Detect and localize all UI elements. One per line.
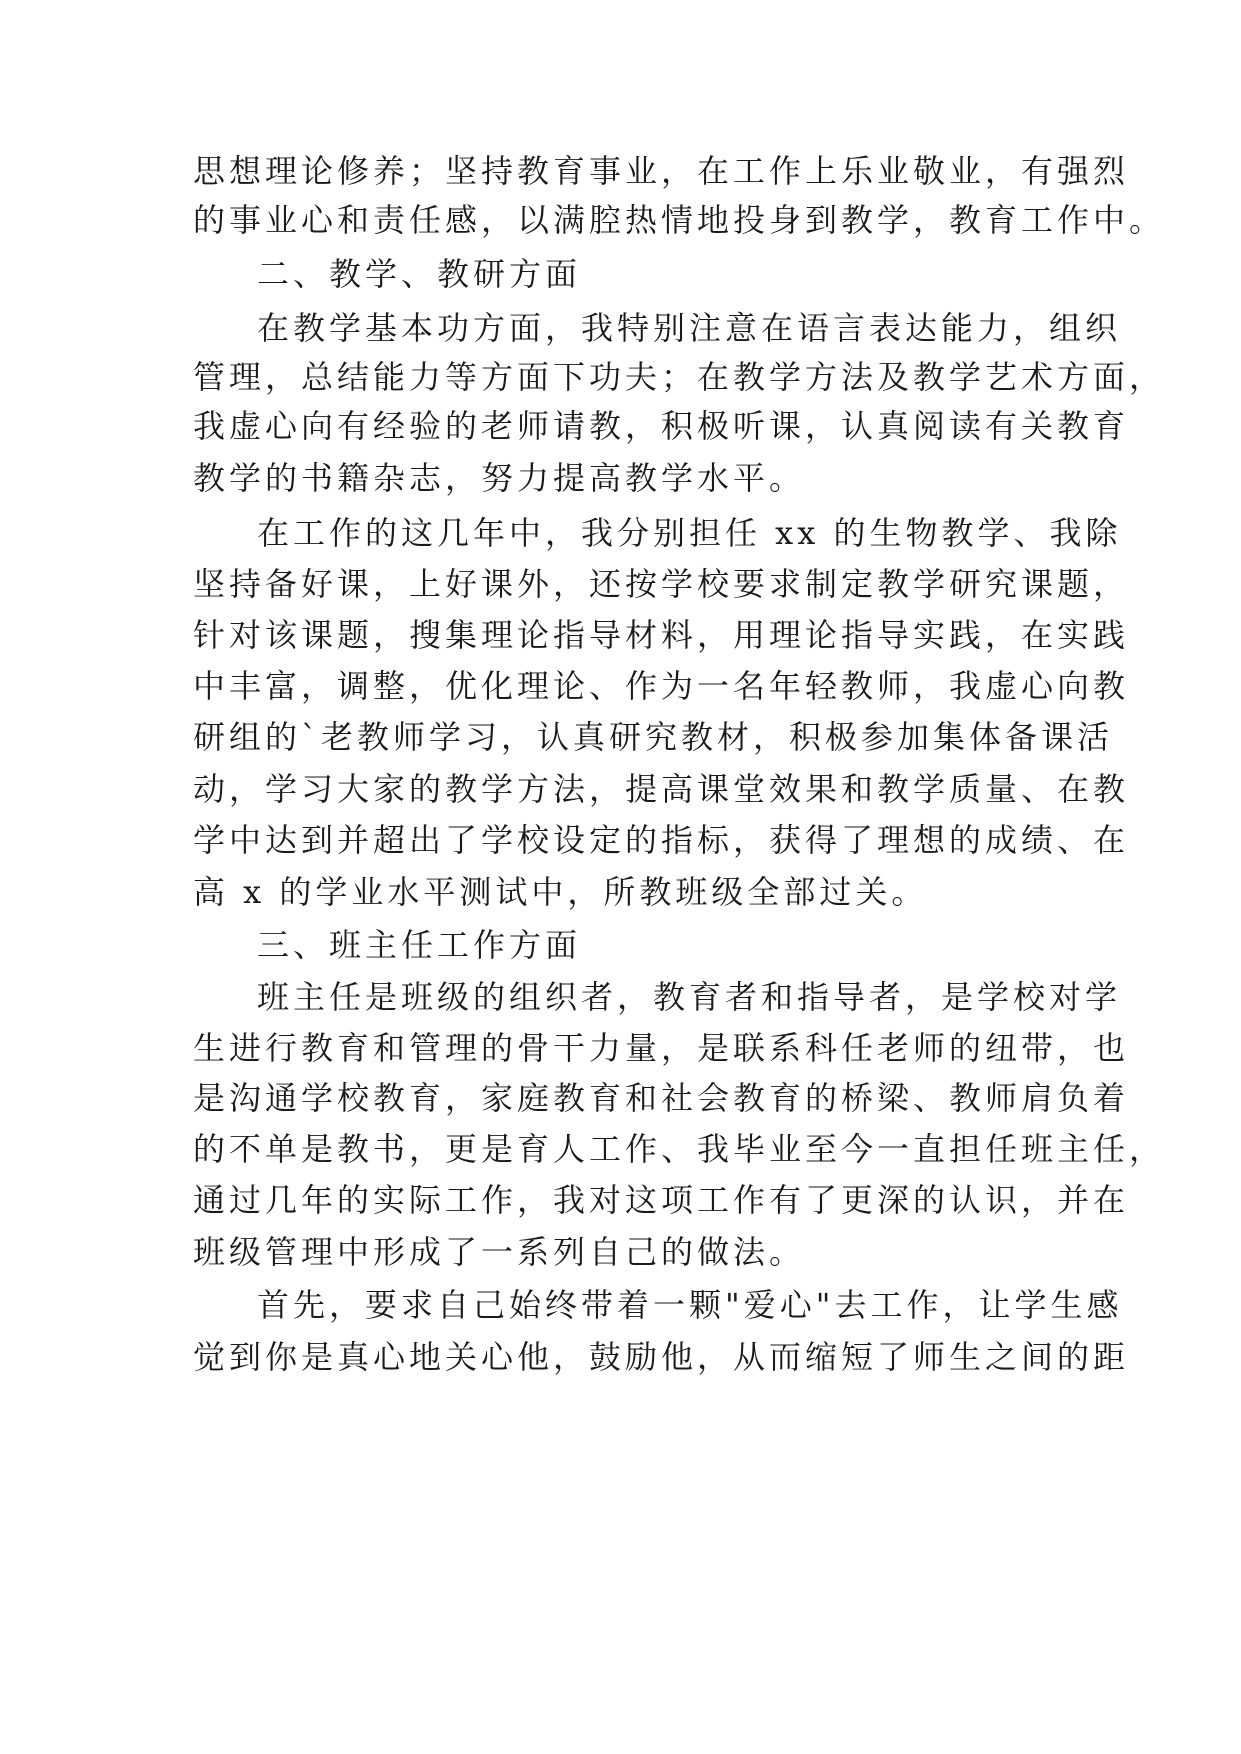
text-line: 在工作的这几年中，我分别担任 xx 的生物教学、我除 [257,514,1122,552]
text-line: 思想理论修养；坚持教育事业，在工作上乐业敬业，有强烈 [193,152,1130,190]
text-line: 通过几年的实际工作，我对这项工作有了更深的认识，并在 [193,1181,1130,1219]
text-line: 针对该课题，搜集理论指导材料，用理论指导实践，在实践 [193,616,1130,654]
text-line: 坚持备好课，上好课外，还按学校要求制定教学研究课题， [193,565,1130,603]
text-line: 的不单是教书，更是育人工作、我毕业至今一直担任班主任， [193,1130,1166,1168]
text-line: 首先，要求自己始终带着一颗"爱心"去工作，让学生感 [257,1286,1123,1324]
text-line: 的事业心和责任感，以满腔热情地投身到教学，教育工作中。 [193,201,1166,239]
text-line: 是沟通学校教育，家庭教育和社会教育的桥梁、教师肩负着 [193,1079,1130,1117]
text-line: 中丰富，调整，优化理论、作为一名年轻教师，我虚心向教 [193,667,1130,705]
text-line: 班主任是班级的组织者，教育者和指导者，是学校对学 [257,978,1122,1016]
text-line: 觉到你是真心地关心他，鼓励他，从而缩短了师生之间的距 [193,1338,1130,1376]
text-line: 研组的`老教师学习，认真研究教材，积极参加集体备课活 [193,718,1114,756]
text-line: 教学的书籍杂志，努力提高教学水平。 [193,459,806,497]
text-line: 生进行教育和管理的骨干力量，是联系科任老师的纽带，也 [193,1029,1130,1067]
text-line: 动，学习大家的教学方法，提高课堂效果和教学质量、在教 [193,770,1130,808]
section-heading: 三、班主任工作方面 [257,926,582,964]
text-line: 学中达到并超出了学校设定的指标，获得了理想的成绩、在 [193,821,1130,859]
text-line: 高 x 的学业水平测试中，所教班级全部过关。 [193,873,928,911]
text-line: 班级管理中形成了一系列自己的做法。 [193,1233,806,1271]
text-line: 我虚心向有经验的老师请教，积极听课，认真阅读有关教育 [193,407,1130,445]
text-line: 在教学基本功方面，我特别注意在语言表达能力，组织 [257,309,1122,347]
text-line: 管理，总结能力等方面下功夫；在教学方法及教学艺术方面， [193,358,1166,396]
section-heading: 二、教学、教研方面 [257,255,582,293]
